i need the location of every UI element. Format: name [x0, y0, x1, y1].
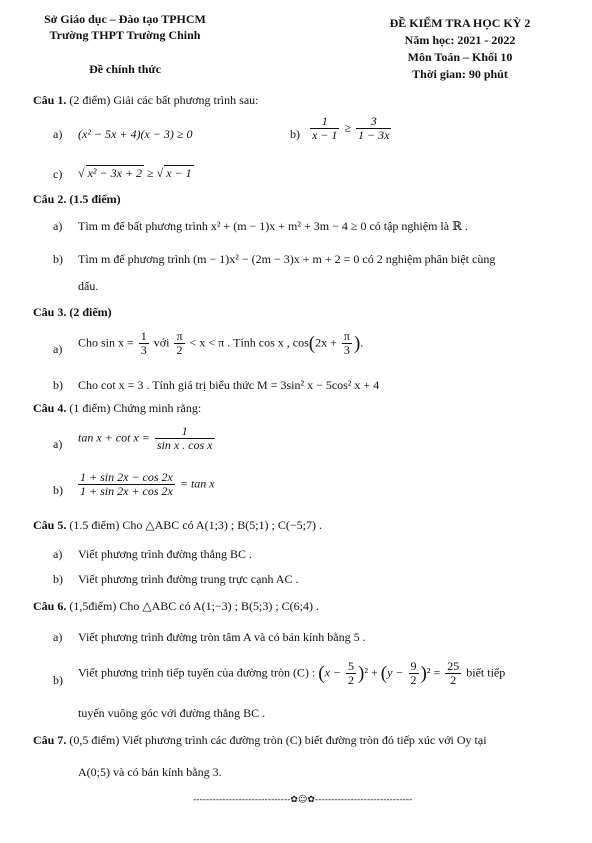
q5a-text: Viết phương trình đường thẳng BC . [78, 547, 252, 561]
question-5-heading [33, 518, 322, 533]
q6b-text: Viết phương trình tiếp tuyến của đường tròn (C) : (x − $\frac{5}{2}$ )² + (y − $\frac{9}{2}$ )² = $\frac{25}{2}$ biết tiếp [78, 659, 506, 687]
exam-time: Thời gian: 90 phút [412, 67, 508, 81]
question-3-label: Câu 3. [33, 305, 67, 319]
q7-text-cont: A(0;5) và có bán kính bằng 3. [78, 765, 222, 779]
dept-name: Sở Giáo dục – Đào tạo TPHCM [44, 12, 206, 26]
q3a-text: Cho sin x = $\frac{1}{3}$ với $\frac{\pi}{2}$ < x < π . Tính cos x , cos(2x + $\frac{\pi}{3}$ ). [78, 329, 364, 357]
question-2-label: Câu 2. [33, 192, 67, 206]
q5b-label: b) [53, 572, 63, 586]
q2a-label: a) [53, 219, 63, 233]
official-label: Đề chính thức [89, 62, 161, 76]
q6a-label: a) [53, 630, 63, 644]
q4a-label: a) [53, 437, 63, 451]
question-6-title: (1,5điểm) Cho △ABC có A(1;−3) ; B(5;3) ; C(6;4) . [69, 599, 319, 613]
question-2-title: (1.5 điểm) [69, 192, 121, 206]
school-name: Trường THPT Trường Chinh [49, 28, 201, 42]
subject: Môn Toán – Khối 10 [407, 50, 513, 64]
q6b-text-cont: tuyến vuông góc với đường thẳng BC . [78, 706, 266, 720]
q3b-label: b) [53, 378, 63, 392]
q1a-expression: (x² − 5x + 4)(x − 3) ≥ 0 [78, 127, 193, 141]
q4b-expression: $\frac{1 + \sin 2x - \cos 2x}{1 + \sin 2x + \cos 2x}$ = tan x [80, 470, 215, 498]
end-divider: ------------------------------✿☺✿------------------------------ [193, 795, 413, 805]
question-6-label: Câu 6. [33, 599, 67, 613]
q5a-label: a) [53, 547, 63, 561]
question-3-heading [33, 305, 112, 320]
question-6-heading [33, 599, 319, 614]
q1c-label: c) [53, 167, 63, 181]
q1c-expression: √ x² − 3x + 2 ≥ √ x − 1 [78, 166, 192, 180]
q4b-label: b) [53, 483, 63, 497]
question-2-heading [33, 192, 121, 207]
q1b-label: b) [290, 127, 300, 141]
q4a-expression: tan x + cot x = $\frac{1}{\text{sin x . cos x}}$ [78, 424, 213, 452]
question-1-label: Câu 1. [33, 93, 67, 107]
q3b-text: Cho cot x = 3 . Tính giá trị biểu thức M = 3sin² x − 5cos² x + 4 [78, 378, 380, 392]
q2b-text-cont: dấu. [78, 279, 99, 293]
question-1-title: (2 điểm) Giải các bất phương trình sau: [69, 93, 259, 107]
question-3-title: (2 điểm) [69, 305, 112, 319]
question-4-heading [33, 401, 201, 416]
question-5-title: (1.5 điểm) Cho △ABC có A(1;3) ; B(5;1) ; C(−5;7) . [69, 518, 322, 532]
question-1-heading [33, 93, 258, 108]
q1b-expression: $\frac{1}{x - 1}$ ≥ $\frac{3}{1 - 3x}$ [312, 114, 390, 142]
question-7-label: Câu 7. [33, 733, 67, 747]
question-5-label: Câu 5. [33, 518, 67, 532]
question-4-title: (1 điểm) Chứng minh rằng: [69, 401, 202, 415]
school-year: Năm học: 2021 - 2022 [404, 33, 516, 47]
q5b-text: Viết phương trình đường trung trực cạnh AC . [78, 572, 299, 586]
q3a-label: a) [53, 342, 63, 356]
exam-title: ĐỀ KIỂM TRA HỌC KỲ 2 [389, 16, 531, 30]
q2a-text: Tìm m để bất phương trình x² + (m − 1)x + m² + 3m − 4 ≥ 0 có tập nghiệm là ℝ . [78, 219, 469, 233]
q6a-text: Viết phương trình đường tròn tâm A và có bán kính bằng 5 . [78, 630, 366, 644]
q6b-label: b) [53, 673, 63, 687]
question-4-label: Câu 4. [33, 401, 67, 415]
question-7-heading [33, 733, 487, 748]
q1a-label: a) [53, 127, 63, 141]
question-7-title: (0,5 điểm) Viết phương trình các đường tròn (C) biết đường tròn đó tiếp xúc với Oy tại [69, 733, 487, 747]
q2b-label: b) [53, 252, 63, 266]
q2b-text: Tìm m để phương trình (m − 1)x² − (2m − 3)x + m + 2 = 0 có 2 nghiệm phân biệt cùng [78, 252, 496, 266]
